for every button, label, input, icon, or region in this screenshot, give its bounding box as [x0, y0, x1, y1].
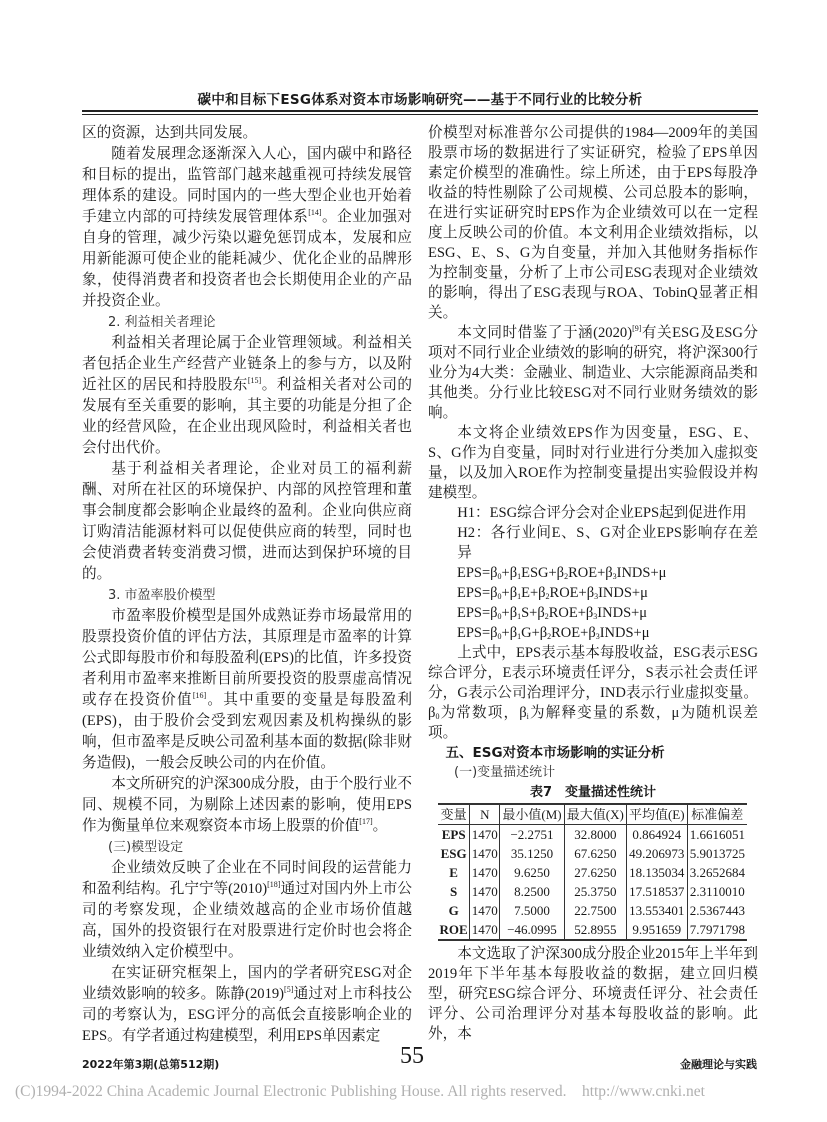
paragraph: [82, 123, 412, 144]
variable-name-cell: EPS: [441, 826, 466, 842]
section-heading: [428, 763, 758, 783]
subscript: 1: [517, 632, 522, 641]
text-run: 本文将企业绩效EPS作为因变量，ESG、E、S、G作为自变量，同时对行业进行分类加入虚拟变量，以及加入ROE作为控制变量提出实验假设并构建模型。: [428, 425, 758, 501]
text-run: ROE+β: [548, 605, 594, 621]
table-cell: 9.6250: [500, 863, 564, 882]
table-cell: 13.553401: [626, 901, 687, 920]
subscript: 1: [517, 612, 522, 621]
table-row: [438, 825, 747, 845]
subscript: 0: [497, 592, 502, 601]
variable-name-cell: ESG: [440, 845, 467, 861]
left-column: [82, 123, 412, 1047]
section-heading: [428, 743, 758, 763]
column-header: 标准偏差: [687, 804, 747, 825]
table-cell: 18.135034: [626, 863, 687, 882]
page-number: 55: [400, 1043, 424, 1069]
text-run: 2. 利益相关者理论: [108, 315, 216, 330]
section-heading: [82, 837, 412, 858]
text-run: (三)模型设定: [108, 840, 184, 855]
table-cell: 1470: [470, 920, 500, 940]
subscript: 3: [593, 612, 598, 621]
text-run: ROE+β: [551, 625, 596, 641]
text-run: S+β: [521, 605, 545, 621]
after-table-text: [428, 944, 758, 1044]
right-column-text: [428, 123, 758, 783]
variable-name-cell: E: [449, 864, 458, 880]
text-run: 在实证研究框架上，国内的学者研究ESG对企业绩效影响的较多。陈静(2019): [82, 965, 412, 1002]
variable-name-cell: G: [448, 902, 459, 918]
text-run: INDS+μ: [599, 625, 650, 641]
text-run: 价模型对标准普尔公司提供的1984—2009年的美国股票市场的数据进行了实证研究，检验了EPS单因素定价模型的准确性。综上所述，由于EPS每股净收益的特性剔除了公司规模、公司总股本的影响，在进行实证研究时EPS作为企业绩效可以在一定程度上反映公司的价值。本文利用企业绩效指标，以ESG、E、S、G为自变量，并加入其他财务指标作为控制变量，分析了上市公司ESG表现对企业绩效的影响，得出了ESG表现与ROA、TobinQ显著正相关。: [428, 125, 758, 321]
text-run: 本文所研究的沪深300成分股，由于个股行业不同、规模不同，为剔除上述因素的影响，使用EPS作为衡量单位来观察资本市场上股票的价值: [82, 776, 412, 834]
model-equation: [428, 603, 758, 623]
table-row: [438, 863, 747, 882]
subscript: 1: [517, 592, 522, 601]
citation-reference: [14]: [308, 208, 322, 217]
subscript: 2: [545, 592, 550, 601]
text-run: 利益相关者理论属于企业管理领域。利益相关者包括企业生产经营产业链条上的参与方，以及附近社区的居民和持股股东: [82, 335, 412, 393]
table-cell: 2.5367443: [687, 901, 747, 920]
table-row: [438, 882, 747, 901]
paragraph: [82, 333, 412, 459]
column-header: 变量: [440, 806, 467, 822]
table-cell: 1470: [470, 844, 500, 863]
table-row: [438, 901, 747, 920]
paragraph: [82, 963, 412, 1047]
text-run: EPS=β: [457, 605, 498, 621]
section-heading: [82, 585, 412, 606]
text-run: EPS=β: [457, 625, 498, 641]
paragraph: [82, 606, 412, 774]
text-run: 为解释变量的系数，μ为随机误差项。: [428, 705, 758, 741]
text-run: 3. 市盈率股价模型: [108, 588, 216, 603]
table-cell: 25.3750: [564, 882, 626, 901]
text-run: +β: [501, 625, 518, 641]
subscript: 3: [594, 592, 599, 601]
table-cell: 7.7971798: [687, 920, 747, 940]
table-cell: 3.2652684: [687, 863, 747, 882]
table-cell: 1470: [470, 901, 500, 920]
subscript: 0: [497, 572, 502, 581]
subscript: 0: [497, 632, 502, 641]
table-cell: 67.6250: [564, 844, 626, 863]
paragraph: [428, 643, 758, 743]
right-column: [428, 123, 758, 1044]
subscript: 1: [517, 572, 522, 581]
column-header: 最小值(M): [500, 804, 564, 825]
header-rule: [82, 110, 758, 112]
column-header: 最大值(X): [564, 804, 626, 825]
text-run: 通过对国内外上市公司的考察发现，企业绩效越高的企业市场价值越高，国外的投资银行在对股票进行定价时也会将企业绩效纳入定价模型中。: [82, 881, 412, 960]
table-cell: 1470: [470, 825, 500, 845]
text-run: 。企业加强对自身的管理，减少污染以避免惩罚成本，发展和应用新能源可使企业的能耗减少、优化企业的品牌形象，使得消费者和投资者也会长期使用企业的产品并投资企业。: [82, 209, 412, 309]
paragraph: [82, 144, 412, 312]
paragraph: [428, 123, 758, 323]
table-cell: 0.864924: [626, 825, 687, 845]
column-header: N: [470, 804, 500, 825]
table-cell: 17.518537: [626, 882, 687, 901]
text-run: 随着发展理念逐渐深入人心，国内碳中和路径和目标的提出，监管部门越来越重视可持续发展管理体系的建设。同时国内的一些大型企业也开始着手建立内部的可持续发展管理体系: [82, 146, 412, 225]
paragraph: [428, 423, 758, 503]
paragraph: [428, 523, 758, 563]
text-run: EPS=β: [457, 585, 498, 601]
text-run: ROE+β: [568, 565, 613, 581]
citation-reference: [18]: [267, 880, 281, 889]
text-run: H2：各行业间E、S、G对企业EPS影响存在差异: [457, 525, 758, 561]
table-header-row: [438, 804, 747, 825]
citation-reference: [15]: [247, 376, 262, 385]
footer-issue: 2022年第3期(总第512期): [82, 1058, 220, 1071]
model-equation: [428, 563, 758, 583]
footer-journal-name: 金融理论与实践: [680, 1058, 757, 1071]
model-equation: [428, 583, 758, 603]
paragraph: [428, 323, 758, 423]
text-run: ROE+β: [549, 585, 595, 601]
text-run: 有关ESG及ESG分项对不同行业企业绩效的影响的研究，将沪深300行业分为4大类：金融业、制造业、大宗能源商品类和其他类。分行业比较ESG对不同行业财务绩效的影响。: [428, 325, 758, 421]
text-run: 。利益相关者对公司的发展有至关重要的影响，其主要的功能是分担了企业的经营风险，在企业出现风险时，利益相关者也会付出代价。: [82, 377, 412, 456]
text-run: INDS+μ: [598, 585, 648, 601]
table-cell: −2.2751: [500, 825, 564, 845]
paragraph: [82, 459, 412, 585]
subscript: 0: [435, 712, 440, 721]
table-cell: 8.2500: [500, 882, 564, 901]
paragraph: [428, 503, 758, 523]
text-run: (一)变量描述统计: [454, 765, 556, 780]
text-run: 。: [372, 818, 388, 834]
text-run: E+β: [521, 585, 546, 601]
text-run: 本文选取了沪深300成分股企业2015年上半年到2019年下半年基本每股收益的数据，建立回归模型，研究ESG综合评分、环境责任评分、社会责任评分、公司治理评分对基本每股收益的影响。此外，本: [428, 946, 758, 1042]
table-cell: 52.8955: [564, 920, 626, 940]
table-cell: 49.206973: [626, 844, 687, 863]
descriptive-statistics-table: [438, 803, 747, 941]
citation-reference: [16]: [192, 691, 207, 700]
variable-name-cell: ROE: [439, 921, 468, 937]
copyright-watermark: (C)1994-2022 China Academic Journal Electronic Publishing House. All rights reserved. http://www.cnki.net: [15, 1083, 705, 1100]
table-cell: −46.0995: [500, 920, 564, 940]
citation-reference: [9]: [632, 324, 642, 333]
table-cell: 1470: [470, 863, 500, 882]
table-cell: 2.3110010: [687, 882, 747, 901]
subscript: 2: [547, 632, 552, 641]
paragraph: [428, 944, 758, 1044]
section-heading: [82, 312, 412, 333]
header-rule-thin: [82, 114, 758, 115]
table-caption: 表7 变量描述性统计: [529, 785, 657, 800]
text-run: +β: [501, 585, 518, 601]
text-run: 。其中重要的变量是每股盈利(EPS)，由于股价会受到宏观因素及机构操纵的影响，但市盈率是反映公司盈利基本面的数据(除非财务造假)，一般会反映公司的内在价值。: [82, 692, 412, 771]
paragraph: [82, 858, 412, 963]
text-run: 企业绩效反映了企业在不同时间段的运营能力和盈利结构。孔宁宁等(2010): [82, 860, 412, 897]
text-run: +β: [501, 565, 518, 581]
paragraph: [82, 774, 412, 837]
table-cell: 22.7500: [564, 901, 626, 920]
text-run: 基于利益相关者理论，企业对员工的福利薪酬、对所在社区的环境保护、内部的风控管理和董事会制度都会影响企业最终的盈利。企业向供应商订购清洁能源材料可以促使供应商的转型，同时也会使消费者转变消费习惯，进而达到保护环境的目的。: [82, 461, 412, 582]
citation-reference: [5]: [284, 985, 294, 994]
text-run: 为常数项，β: [439, 705, 527, 721]
table-cell: 1470: [470, 882, 500, 901]
subscript: 0: [497, 612, 502, 621]
subscript: i: [526, 712, 529, 721]
subscript: 2: [564, 572, 569, 581]
table-cell: 9.951659: [626, 920, 687, 940]
text-run: 市盈率股价模型是国外成熟证券市场最常用的股票投资价值的评估方法，其原理是市盈率的计算公式即每股市价和每股盈利(EPS)的比值，许多投资者利用市盈率来推断目前所要投资的股票虚高情况或存在投资价值: [82, 608, 412, 708]
text-run: INDS+μ: [597, 605, 648, 621]
text-run: 本文同时借鉴了于涵(2020): [457, 325, 633, 341]
subscript: 3: [612, 572, 617, 581]
text-run: H1：ESG综合评分会对企业EPS起到促进作用: [457, 505, 747, 521]
citation-reference: [17]: [359, 817, 373, 826]
running-head-title: 碳中和目标下ESG体系对资本市场影响研究——基于不同行业的比较分析: [197, 92, 643, 108]
text-run: 五、ESG对资本市场影响的实证分析: [445, 745, 665, 761]
table-cell: 5.9013725: [687, 844, 747, 863]
table-row: [438, 844, 747, 863]
table-cell: 7.5000: [500, 901, 564, 920]
text-run: INDS+μ: [616, 565, 667, 581]
table-cell: 32.8000: [564, 825, 626, 845]
text-run: 区的资源，达到共同发展。: [82, 125, 258, 141]
table-row: [438, 920, 747, 940]
text-run: EPS=β: [457, 565, 498, 581]
subscript: 3: [595, 632, 600, 641]
text-run: +β: [501, 605, 518, 621]
subscript: 2: [544, 612, 549, 621]
table-cell: 27.6250: [564, 863, 626, 882]
table-cell: 1.6616051: [687, 825, 747, 845]
model-equation: [428, 623, 758, 643]
text-run: ESG+β: [521, 565, 565, 581]
variable-name-cell: S: [450, 883, 458, 899]
table-cell: 35.1250: [500, 844, 564, 863]
text-run: 通过对上市科技公司的考察认为，ESG评分的高低会直接影响企业的EPS。有学者通过构建模型，利用EPS单因素定: [82, 986, 412, 1044]
column-header: 平均值(E): [626, 804, 687, 825]
text-run: 上式中，EPS表示基本每股收益，ESG表示ESG综合评分，E表示环境责任评分，S表示社会责任评分，G表示公司治理评分，IND表示行业虚拟变量。β: [428, 645, 758, 721]
text-run: G+β: [521, 625, 548, 641]
